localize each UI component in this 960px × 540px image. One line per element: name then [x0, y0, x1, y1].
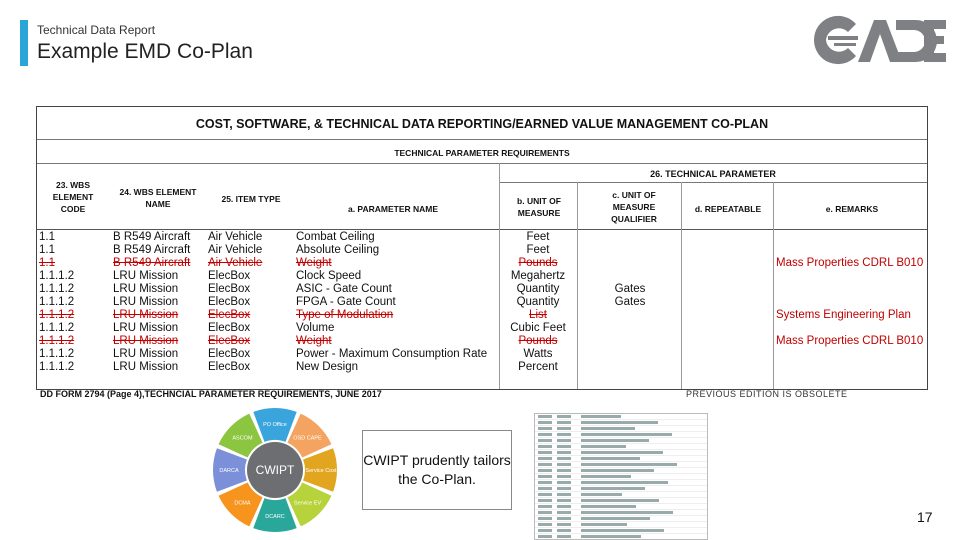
cell-wbs-code: 1.1 — [39, 244, 55, 256]
cell-unit: Cubic Feet — [510, 322, 566, 334]
cell-wbs-code: 1.1.1.2 — [39, 335, 75, 347]
cell-parameter-name: Weight — [296, 335, 332, 347]
cell-remarks: Systems Engineering Plan — [776, 309, 911, 321]
wheel-segment-label: OSD CAPE — [293, 435, 322, 442]
previous-edition-note: PREVIOUS EDITION IS OBSOLETE — [686, 389, 848, 399]
table-row — [37, 257, 927, 270]
table-row — [37, 231, 927, 244]
header-parameter-name: a. PARAMETER NAME — [347, 204, 439, 214]
cell-remarks: Mass Properties CDRL B010 — [776, 335, 924, 347]
co-plan-thumbnail — [534, 413, 708, 540]
cell-wbs-code: 1.1.1.2 — [39, 309, 75, 321]
table-row — [37, 283, 927, 296]
cell-wbs-name: LRU Mission — [113, 309, 179, 321]
wheel-center-label: CWIPT — [255, 463, 295, 477]
cell-parameter-name: Clock Speed — [296, 270, 362, 282]
section-26-header: 26. TECHNICAL PARAMETER — [650, 169, 776, 179]
cell-wbs-code: 1.1.1.2 — [39, 283, 75, 295]
form-footer: DD FORM 2794 (Page 4),TECHNCIAL PARAMETER REQUIREMENTS, JUNE 2017 — [40, 389, 382, 399]
slide-kicker: Technical Data Report — [37, 23, 156, 37]
cell-unit: Quantity — [516, 296, 560, 308]
wheel-segment-label: ASCOM — [232, 435, 253, 442]
divider — [499, 182, 927, 183]
wheel-segment-label: Service EV — [293, 500, 322, 507]
cell-wbs-code: 1.1 — [39, 257, 55, 269]
cade-logo — [812, 14, 946, 66]
divider — [37, 229, 927, 230]
table-row — [37, 296, 927, 309]
cell-item-type: ElecBox — [208, 348, 251, 360]
table-row — [37, 270, 927, 283]
cell-qualifier: Gates — [614, 283, 646, 295]
cell-unit: List — [529, 309, 547, 321]
wheel-segment-label: Service Cost — [305, 468, 337, 474]
cwipt-wheel — [206, 405, 344, 535]
callout-box — [362, 430, 512, 510]
cell-unit: Feet — [526, 244, 550, 256]
cell-wbs-name: LRU Mission — [113, 283, 179, 295]
cell-wbs-name: LRU Mission — [113, 296, 179, 308]
logo-text: CADE — [812, 14, 815, 15]
cell-wbs-name: B R549 Aircraft — [113, 231, 191, 243]
cell-item-type: Air Vehicle — [208, 231, 263, 243]
table-row — [37, 244, 927, 257]
cell-unit: Pounds — [518, 335, 558, 347]
cell-unit: Quantity — [516, 283, 560, 295]
cell-parameter-name: Combat Ceiling — [296, 231, 375, 243]
cell-wbs-code: 1.1.1.2 — [39, 322, 75, 334]
cell-parameter-name: ASIC - Gate Count — [296, 283, 392, 295]
cell-item-type: ElecBox — [208, 309, 251, 321]
cell-unit: Feet — [526, 231, 550, 243]
parameter-rows — [37, 231, 927, 374]
header-unit-qualifier: c. UNIT OF MEASURE QUALIFIER — [611, 190, 657, 224]
cell-unit: Pounds — [518, 257, 558, 269]
cell-unit: Megahertz — [510, 270, 566, 282]
cell-wbs-code: 1.1.1.2 — [39, 348, 75, 360]
cell-parameter-name: Power - Maximum Consumption Rate — [296, 348, 488, 360]
accent-bar — [20, 20, 28, 66]
cell-item-type: ElecBox — [208, 283, 251, 295]
header-wbs-name: 24. WBS ELEMENT NAME — [119, 187, 197, 209]
cell-unit: Percent — [518, 361, 558, 373]
form-subtitle: TECHNICAL PARAMETER REQUIREMENTS — [394, 148, 570, 158]
page-number: 17 — [917, 509, 933, 525]
cell-remarks: Mass Properties CDRL B010 — [776, 257, 924, 269]
cell-qualifier: Gates — [614, 296, 646, 308]
cell-item-type: Air Vehicle — [208, 244, 263, 256]
slide-title: Example EMD Co-Plan — [37, 40, 253, 63]
divider — [37, 139, 927, 140]
form-title: COST, SOFTWARE, & TECHNICAL DATA REPORTING/EARNED VALUE MANAGEMENT CO-PLAN — [195, 117, 769, 131]
header-unit-of-measure: b. UNIT OF MEASURE — [517, 196, 561, 218]
cell-wbs-name: LRU Mission — [113, 322, 179, 334]
cell-item-type: Air Vehicle — [208, 257, 263, 269]
wheel-segment-label: DARCA — [219, 468, 239, 474]
wheel-segment-label: DCMA — [234, 500, 251, 507]
cell-parameter-name: Weight — [296, 257, 332, 269]
cell-item-type: ElecBox — [208, 322, 251, 334]
header-item-type: 25. ITEM TYPE — [221, 194, 281, 204]
cell-wbs-name: B R549 Aircraft — [113, 257, 191, 269]
wheel-segment-label: PO Office — [263, 422, 287, 428]
table-row — [37, 335, 927, 348]
divider — [37, 163, 927, 164]
callout-text: CWIPT prudently tailors the Co-Plan. — [363, 452, 511, 487]
co-plan-form — [36, 106, 928, 390]
cell-wbs-name: LRU Mission — [113, 361, 179, 373]
cell-parameter-name: Volume — [296, 322, 335, 334]
cell-parameter-name: Type of Modulation — [296, 309, 394, 321]
header-remarks: e. REMARKS — [825, 204, 879, 214]
table-row — [37, 361, 927, 374]
table-row — [37, 322, 927, 335]
cell-wbs-code: 1.1 — [39, 231, 55, 243]
thumbnail-line — [535, 534, 707, 540]
wheel-segment-label: DCARC — [265, 514, 285, 520]
table-row — [37, 348, 927, 361]
cell-item-type: ElecBox — [208, 296, 251, 308]
cell-wbs-code: 1.1.1.2 — [39, 296, 75, 308]
header-repeatable: d. REPEATABLE — [694, 204, 762, 214]
cell-wbs-name: LRU Mission — [113, 335, 179, 347]
cell-wbs-code: 1.1.1.2 — [39, 270, 75, 282]
cell-wbs-name: LRU Mission — [113, 348, 179, 360]
cell-parameter-name: FPGA - Gate Count — [296, 296, 396, 308]
cell-item-type: ElecBox — [208, 270, 251, 282]
cell-parameter-name: New Design — [296, 361, 358, 373]
cell-wbs-name: LRU Mission — [113, 270, 179, 282]
cell-parameter-name: Absolute Ceiling — [296, 244, 380, 256]
cell-wbs-name: B R549 Aircraft — [113, 244, 191, 256]
table-row — [37, 309, 927, 322]
header-wbs-code: 23. WBS ELEMENT CODE — [52, 180, 94, 214]
cell-wbs-code: 1.1.1.2 — [39, 361, 75, 373]
cell-item-type: ElecBox — [208, 335, 251, 347]
cell-item-type: ElecBox — [208, 361, 251, 373]
cell-unit: Watts — [523, 348, 553, 360]
